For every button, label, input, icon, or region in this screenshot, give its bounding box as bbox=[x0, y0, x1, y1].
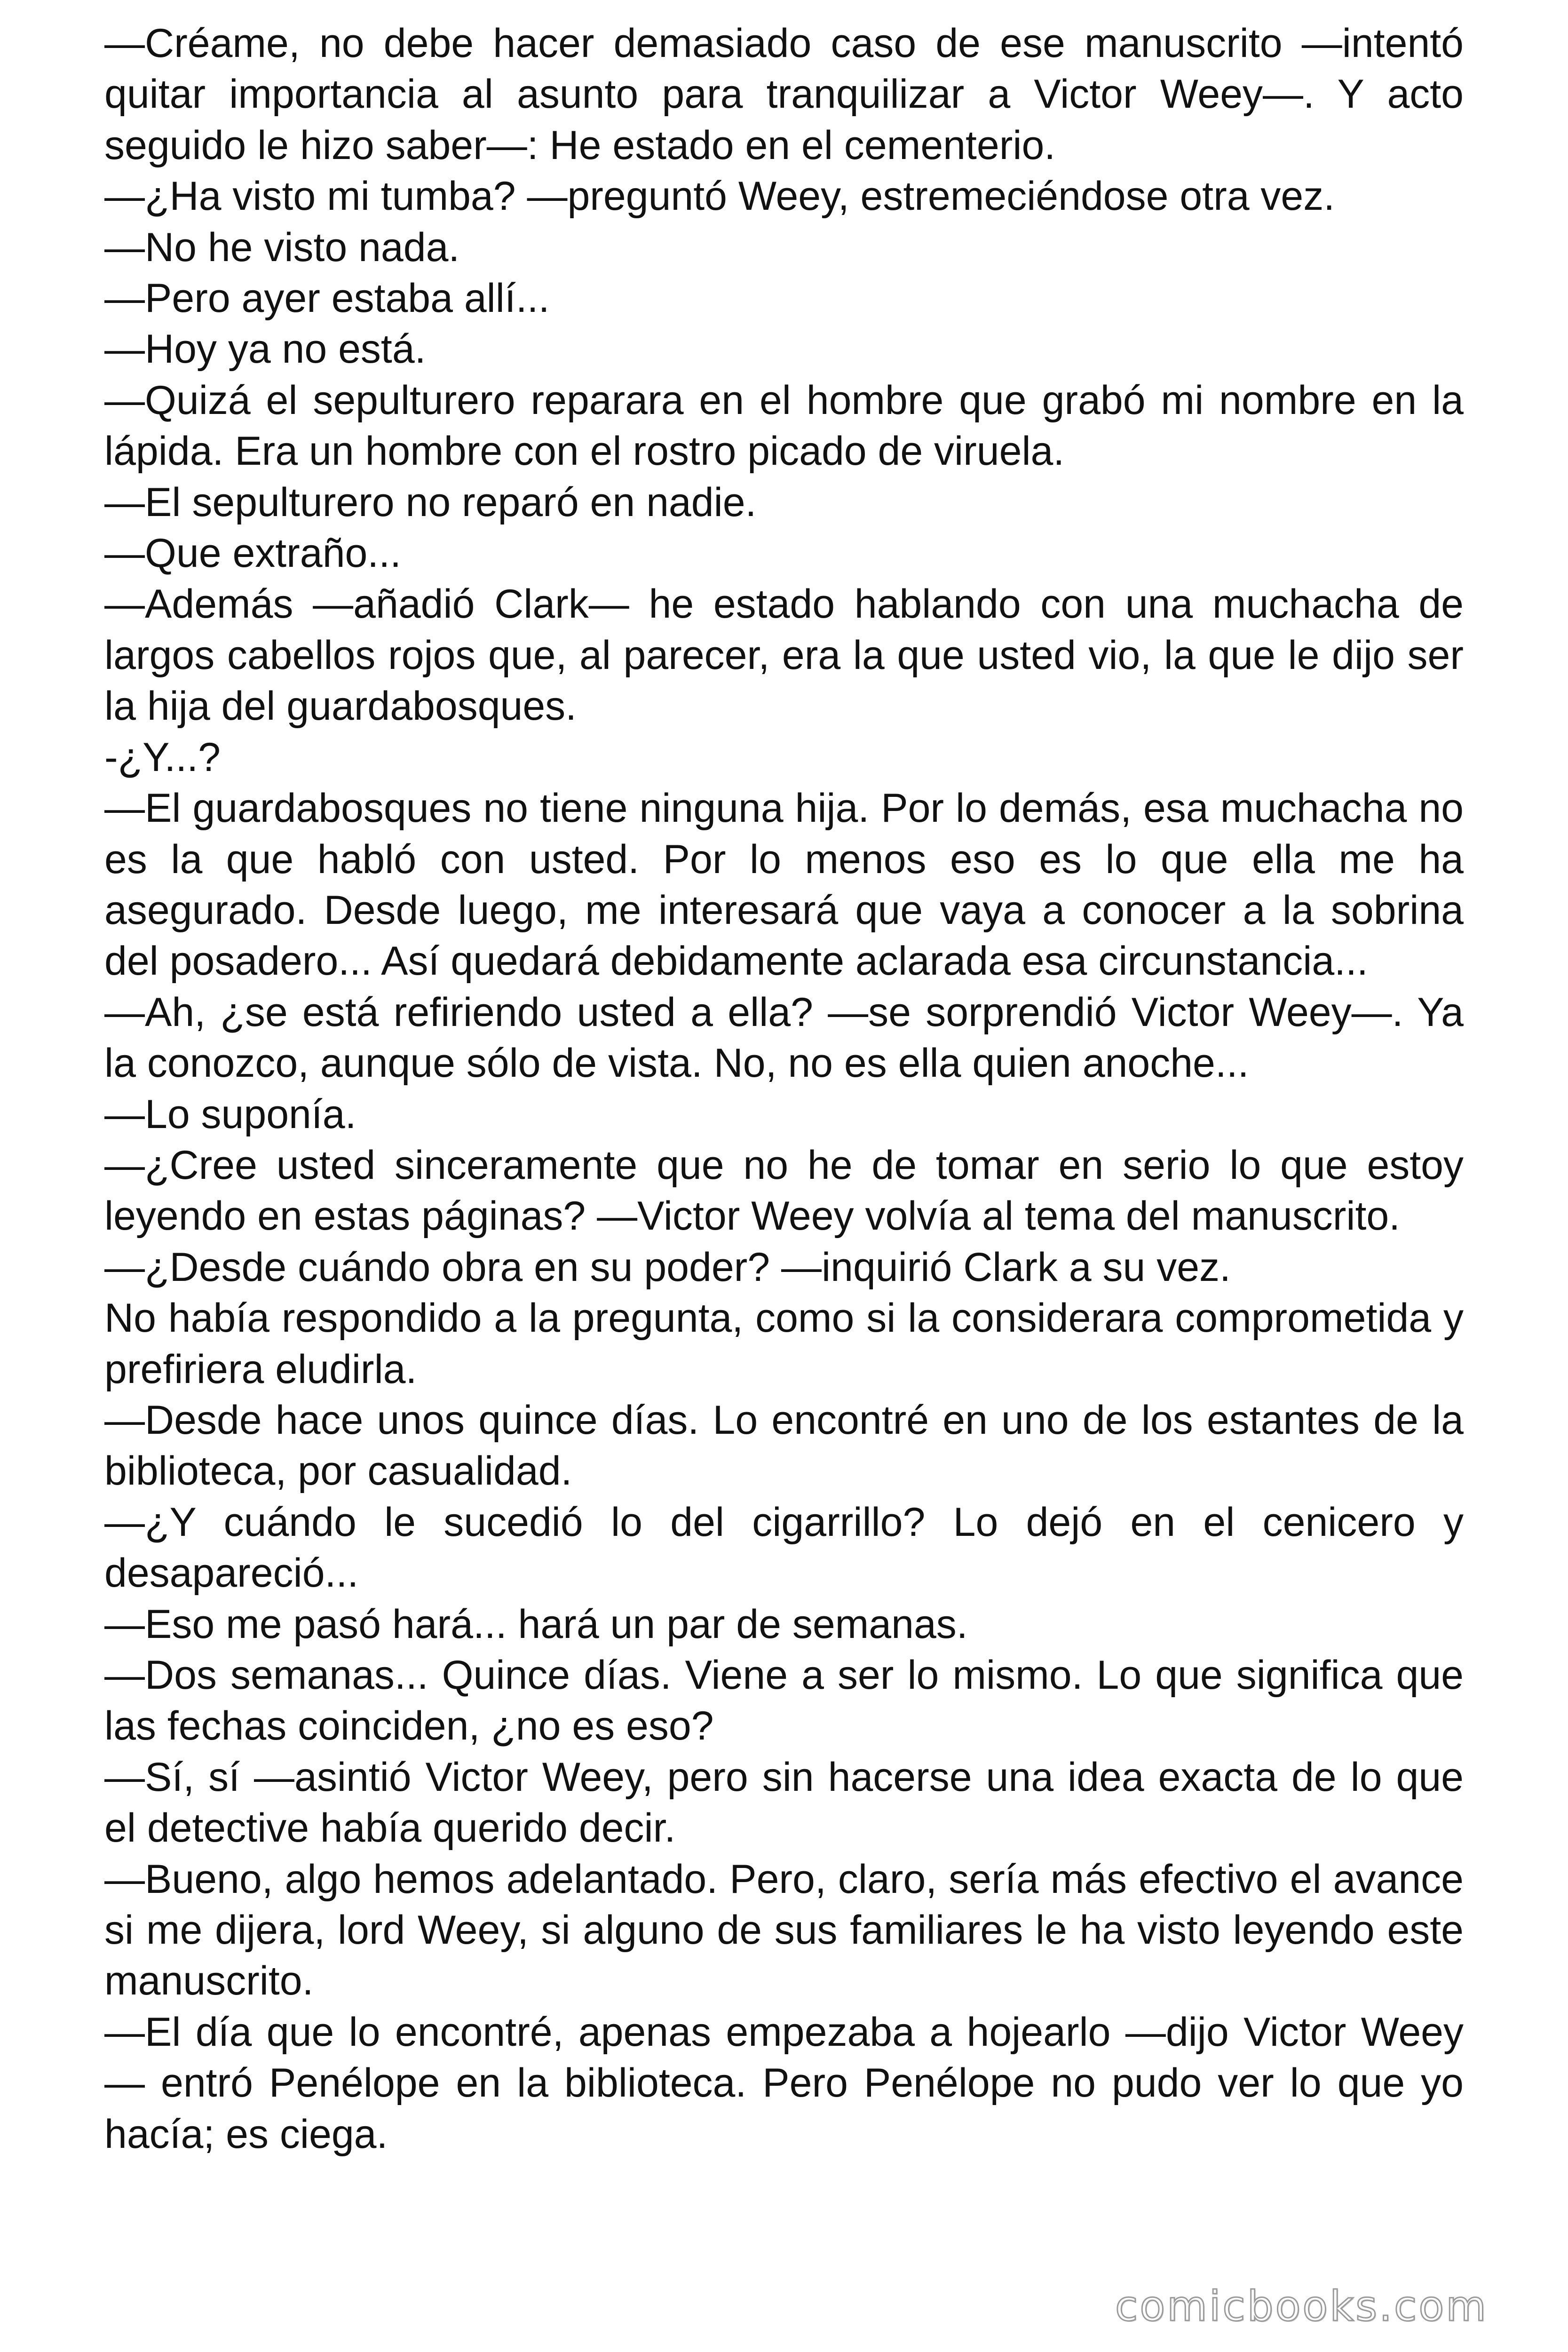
paragraph: —¿Desde cuándo obra en su poder? —inquirió Clark a su vez. bbox=[104, 1244, 1231, 1290]
paragraph: —El día que lo encontré, apenas empezaba a hojearlo —dijo Victor Weey— entró Penélope en la biblioteca. Pero Penélope no pudo ver lo que yo hacía; es ciega. bbox=[104, 2009, 1464, 2157]
paragraph: —Desde hace unos quince días. Lo encontré en uno de los estantes de la biblioteca, por casualidad. bbox=[104, 1397, 1464, 1494]
paragraph: —Además —añadió Clark— he estado hablando con una muchacha de largos cabellos rojos que, al parecer, era la que usted vio, la que le dijo ser la hija del guardabosques. bbox=[104, 581, 1464, 729]
paragraph: No había respondido a la pregunta, como si la considerara comprometida y prefiriera eludirla. bbox=[104, 1295, 1464, 1392]
paragraph: —Eso me pasó hará... hará un par de semanas. bbox=[104, 1601, 968, 1647]
paragraph: —El sepulturero no reparó en nadie. bbox=[104, 479, 757, 525]
paragraph: —Créame, no debe hacer demasiado caso de ese manuscrito —intentó quitar importancia al asunto para tranquilizar a Victor Weey—. Y acto seguido le hizo saber—: He estado en el cementerio. bbox=[104, 21, 1464, 168]
paragraph: —Sí, sí —asintió Victor Weey, pero sin hacerse una idea exacta de lo que el detective había querido decir. bbox=[104, 1754, 1464, 1851]
watermark: comicbooks.com bbox=[1115, 2282, 1488, 2330]
paragraph: -¿Y...? bbox=[104, 734, 221, 780]
paragraph: —Pero ayer estaba allí... bbox=[104, 276, 550, 321]
paragraph: —No he visto nada. bbox=[104, 224, 460, 270]
paragraph: —Dos semanas... Quince días. Viene a ser lo mismo. Lo que significa que las fechas coinciden, ¿no es eso? bbox=[104, 1653, 1464, 1749]
paragraph: —Que extraño... bbox=[104, 531, 401, 576]
body-text bbox=[104, 18, 1464, 2160]
paragraph: —Quizá el sepulturero reparara en el hombre que grabó mi nombre en la lápida. Era un hombre con el rostro picado de viruela. bbox=[104, 377, 1464, 474]
paragraph: —Ah, ¿se está refiriendo usted a ella? —se sorprendió Victor Weey—. Ya la conozco, aunque sólo de vista. No, no es ella quien anoche... bbox=[104, 989, 1464, 1086]
paragraph: —Hoy ya no está. bbox=[104, 326, 426, 372]
paragraph: —¿Y cuándo le sucedió lo del cigarrillo? Lo dejó en el cenicero y desapareció... bbox=[104, 1499, 1464, 1596]
paragraph: —Lo suponía. bbox=[104, 1091, 356, 1137]
paragraph: —¿Ha visto mi tumba? —preguntó Weey, estremeciéndose otra vez. bbox=[104, 174, 1335, 219]
paragraph: —Bueno, algo hemos adelantado. Pero, claro, sería más efectivo el avance si me dijera, lord Weey, si alguno de sus familiares le ha visto leyendo este manuscrito. bbox=[104, 1856, 1464, 2004]
paragraph: —El guardabosques no tiene ninguna hija. Por lo demás, esa muchacha no es la que habló con usted. Por lo menos eso es lo que ella me ha asegurado. Desde luego, me interesará que vaya a conocer a la sobrina del posadero... Así quedará debidamente aclarada esa circunstancia... bbox=[104, 786, 1464, 984]
paragraph: —¿Cree usted sinceramente que no he de tomar en serio lo que estoy leyendo en estas páginas? —Victor Weey volvía al tema del manuscrito. bbox=[104, 1142, 1464, 1239]
